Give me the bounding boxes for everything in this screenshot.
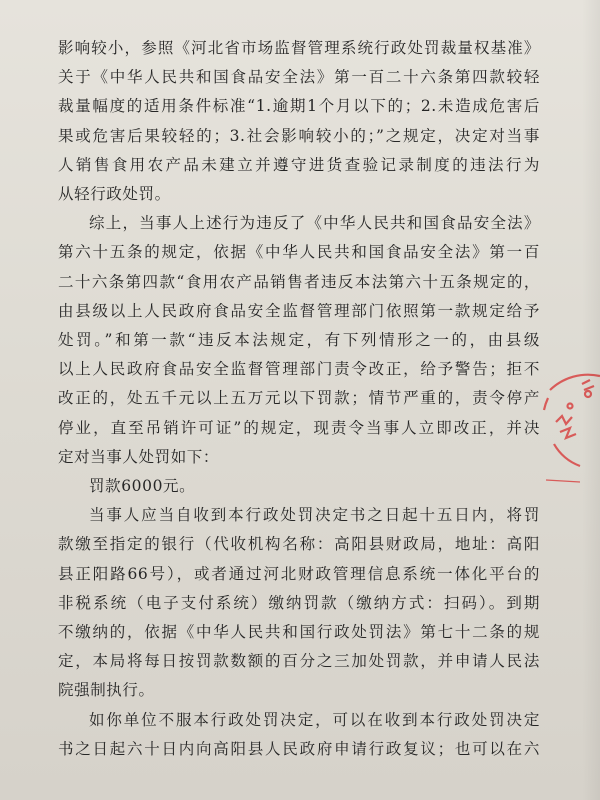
text-line: 院强制执行。 [58, 681, 155, 700]
paragraph-appeal [58, 706, 540, 764]
text-line: 人销售食用农产品未建立并遵守进货查验记录制度的违法行为 [58, 155, 540, 174]
text-line: 以上人民政府食品安全监督管理部门责令改正，给予警告；拒不 [58, 360, 540, 379]
text-line: 县正阳路66号），或者通过河北财政管理信息系统一体化平台的 [58, 564, 540, 583]
text-line: 定，本局将每日按罚款数额的百分之三加处罚款，并申请人民法 [58, 652, 540, 671]
text-line: 停业，直至吊销许可证”的规定，现责令当事人立即改正，并决 [58, 418, 540, 437]
text-line: 由县级以上人民政府食品安全监督管理部门依照第一款规定给予 [58, 301, 540, 320]
text-line: 二十六条第四款“食用农产品销售者违反本法第六十五条规定的， [58, 272, 540, 291]
text-line: 处罚。”和第一款“违反本法规定，有下列情形之一的，由县级 [58, 331, 540, 350]
text-line: 综上，当事人上述行为违反了《中华人民共和国食品安全法》 [89, 214, 540, 233]
text-line: 不缴纳的，依据《中华人民共和国行政处罚法》第七十二条的规 [58, 623, 540, 642]
text-line: 书之日起六十日内向高阳县人民政府申请行政复议；也可以在六 [58, 739, 540, 758]
text-line: 果或危害后果较轻的；3.社会影响较小的；”之规定，决定对当事 [58, 126, 540, 145]
document-body [58, 34, 540, 764]
text-line: 当事人应当自收到本行政处罚决定书之日起十五日内，将罚 [89, 506, 540, 525]
text-line: 第六十五条的规定，依据《中华人民共和国食品安全法》第一百 [58, 243, 540, 262]
text-line: 影响较小，参照《河北省市场监督管理系统行政处罚裁量权基准》 [58, 39, 540, 57]
text-line: 定对当事人处罚如下： [58, 447, 220, 466]
page-edge-shadow [582, 0, 600, 800]
text-line: 改正的，处五千元以上五万元以下罚款；情节严重的，责令停产 [58, 389, 540, 408]
text-line: 非税系统（电子支付系统）缴纳罚款（缴纳方式：扫码）。到期 [58, 593, 540, 612]
text-line: 款缴至指定的银行（代收机构名称：高阳县财政局，地址：高阳 [58, 535, 540, 554]
fine-amount: 罚款6000元。 [89, 477, 196, 496]
text-line: 如你单位不服本行政处罚决定，可以在收到本行政处罚决定 [89, 710, 540, 729]
text-line: 关于《中华人民共和国食品安全法》第一百二十六条第四款较轻 [58, 68, 540, 87]
text-line: 从轻行政处罚。 [58, 185, 171, 204]
paragraph-payment [58, 501, 540, 705]
paragraph-fine [58, 472, 540, 501]
paragraph-conclusion [58, 209, 540, 472]
paragraph-discretion [58, 34, 540, 209]
text-line: 裁量幅度的适用条件标准“1.逾期1个月以下的；2.未造成危害后 [58, 97, 540, 116]
